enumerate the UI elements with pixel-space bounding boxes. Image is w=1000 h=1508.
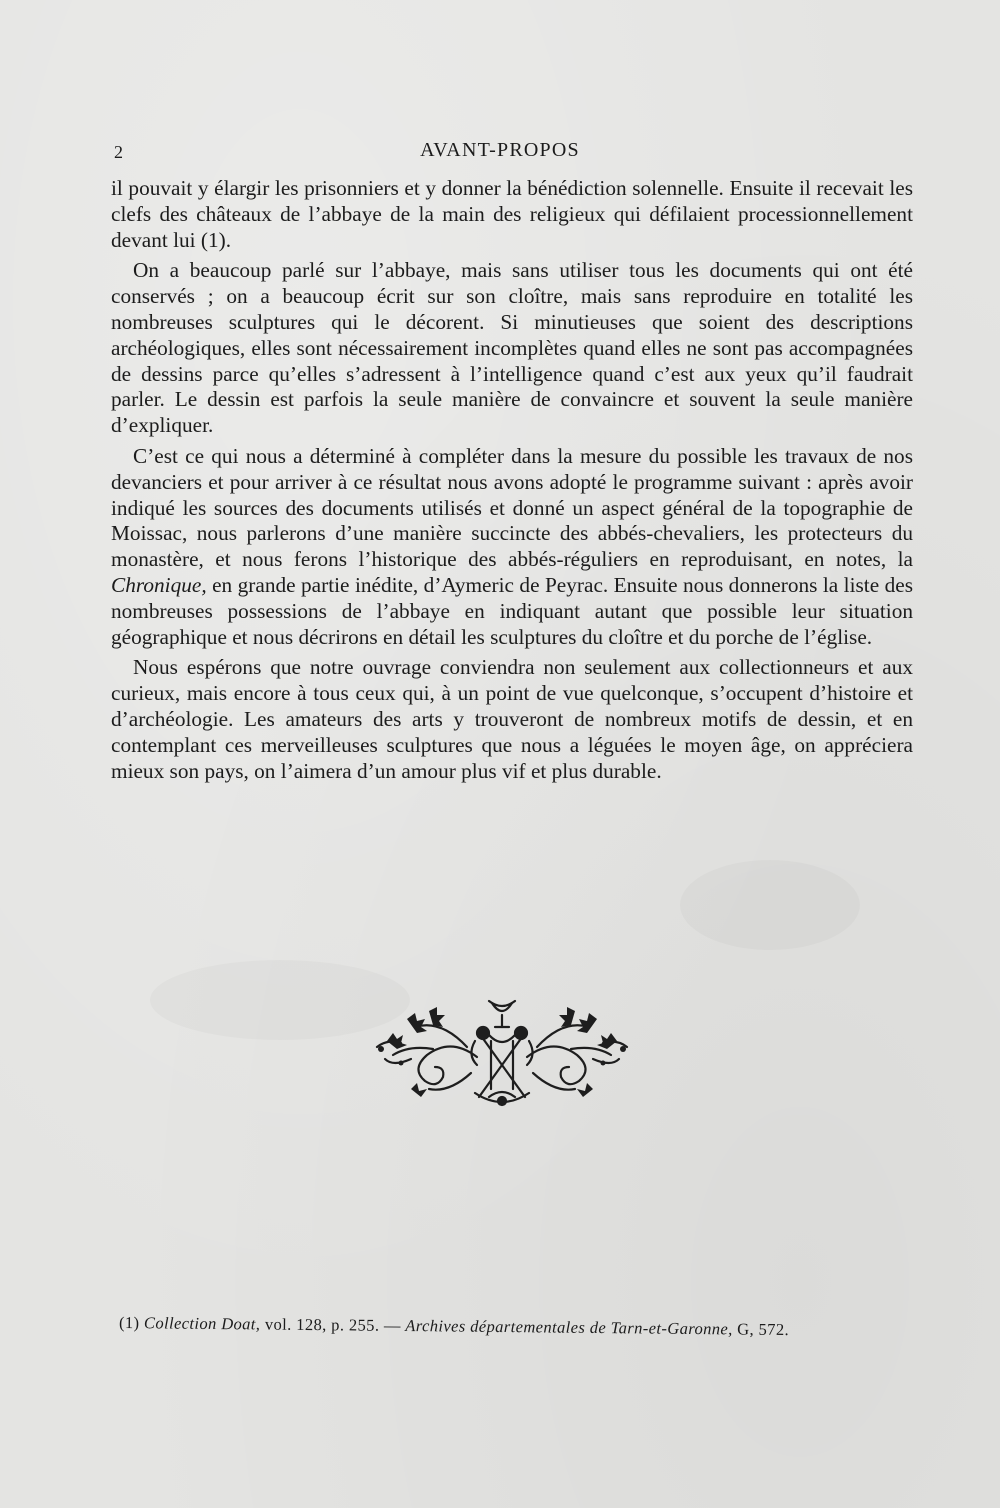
fleuron-ornament-icon — [371, 997, 633, 1112]
paragraph-3-text-after: en grande partie inédite, d’Aymeric de Peyrac. Ensuite nous donnerons la liste des nombreuses possessions de l’abbaye en indiquant autant que possible leur situation géographique et nous décrirons en détail les sculptures du cloître et du porche de l’église. — [111, 572, 913, 649]
running-head: AVANT-PROPOS — [420, 139, 580, 161]
footnote — [119, 1312, 879, 1342]
show-through-stain — [680, 860, 860, 950]
paragraph-1: il pouvait y élargir les prisonniers et y donner la bénédiction solennelle. Ensuite il recevait les clefs des châteaux de l’abbaye de la main des religieux qui défilaient processionnellement devant lui (1). — [111, 176, 913, 252]
body-text — [111, 176, 913, 789]
paragraph-4: Nous espérons que notre ouvrage conviendra non seulement aux collectionneurs et aux curieux, mais encore à tous ceux qui, à un point de vue quelconque, s’occupent d’histoire et d’archéologie. Les amateurs des arts y trouveront de nombreux motifs de dessin, et en contemplant ces merveilleuses sculptures que nous a léguées le moyen âge, on appréciera mieux son pays, on l’aimera d’un amour plus vif et plus durable. — [111, 655, 913, 783]
footnote-collection: Collection Doat, — [143, 1313, 261, 1334]
footnote-marker: (1) — [118, 1313, 140, 1333]
footnote-reference: vol. 128, p. 255. — — [260, 1314, 406, 1335]
chronique-title: Chronique, — [111, 572, 207, 597]
paragraph-3-text-before: C’est ce qui nous a déterminé à compléter dans la mesure du possible les travaux de nos devanciers et pour arriver à ce résultat nous avons adopté le programme suivant : après avoir indiqué les sources des documents utilisés et donné un aspect général de la topographie de Moissac, nous parlerons d’une manière succincte des abbés-chevaliers, les protecteurs du monastère, et nous ferons l’historique des abbés-réguliers en reproduisant, en notes, la — [111, 443, 913, 572]
footnote-cote: G, 572. — [732, 1319, 790, 1340]
footnote-archives: Archives départementales de Tarn-et-Garonne, — [405, 1315, 733, 1339]
paragraph-3 — [111, 444, 913, 650]
paragraph-2: On a beaucoup parlé sur l’abbaye, mais sans utiliser tous les documents qui ont été conservés ; on a beaucoup écrit sur son cloître, mais sans reproduire en totalité les nombreuses sculptures qui le décorent. Si minutieuses que soient des descriptions archéologiques, elles sont nécessairement incomplètes quand elles ne sont pas accompagnées de dessins parce qu’elles s’adressent à l’intelligence quand c’est aux yeux qu’il faudrait parler. Le dessin est parfois la seule manière de convaincre et souvent la seule manière d’expliquer. — [111, 258, 913, 438]
page-number: 2 — [114, 142, 124, 162]
